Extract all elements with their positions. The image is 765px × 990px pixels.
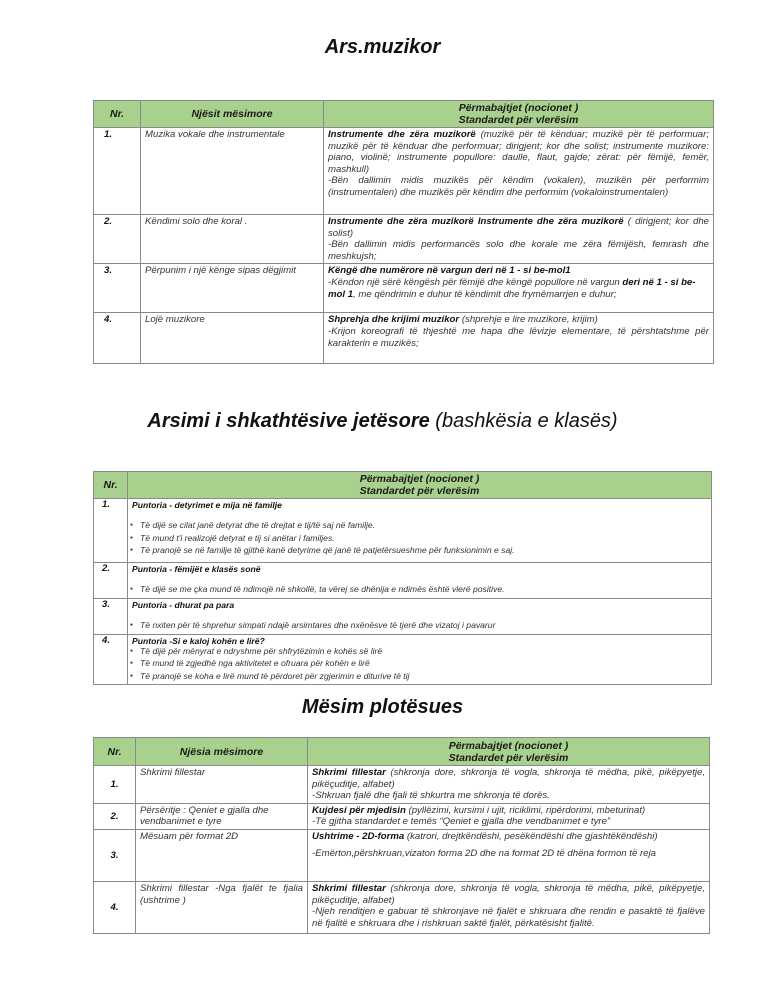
table-header-row: [94, 738, 710, 766]
unit-cell: Shkrimi fillestar: [136, 766, 308, 804]
header-nr: Nr.: [94, 738, 136, 766]
section-title-life-skills: Arsimi i shkathtësive jetësore (bashkësia e klasës): [147, 410, 618, 432]
table-row: 1. Shkrimi fillestar Shkrimi fillestar (shkronja dore, shkronja të vogla, shkronja të mëdha, pikë, pikëpyetje, pikëçuditje, alfabet) -Shkruan fjalë dhe fjali të shkurtra me shkronja të dorës.: [94, 766, 710, 804]
header-content: Përmabajtjet (nocionet ) Standardet për vlerësim: [308, 738, 710, 766]
header-nr: Nr.: [94, 472, 128, 499]
bullet-list: ● Të nxiten për të shprehur simpati ndajë arsimtares dhe nxënësve të tjerë dhe vizatoj i pavarur: [132, 620, 707, 632]
table-header-row: [94, 101, 714, 128]
content-cell: Shkrimi fillestar (shkronja dore, shkronja të vogla, shkronja të mëdha, pikë, pikëpyetje, pikëçuditje, alfabet) -Shkruan fjalë dhe fjali të shkurtra me shkronja të dorës.: [308, 766, 710, 804]
header-content: Përmabajtjet (nocionet ) Standardet për vlerësim: [128, 472, 712, 499]
table-row: 3. Mësuam për format 2D Ushtrime - 2D-forma (katrori, drejtkëndëshi, pesëkëndëshi dhe gjashtëkëndëshi) -Emërton,përshkruan,vizaton forma 2D dhe na format 2D të dhëna formon të reja: [94, 829, 710, 881]
table-row: 3. Puntoria - dhurat pa para ● Të nxiten për të shprehur simpati ndajë arsimtares dhe nxënësve të tjerë dhe vizatoj i pavarur: [94, 598, 712, 634]
bullet-list: ● Të dijë se cilat janë detyrat dhe të drejtat e tij/të saj në familje. ● Të mund t'i realizojë detyrat e tij si anëtar i familjes. ● Të pranojë se në familje të gjithë kanë detyrime që janë të patjetërsueshme për funksionimin e saj.: [132, 520, 707, 557]
table-row: 3. Përpunim i një kënge sipas dëgjimit Këngë dhe numërore në vargun deri në 1 - si be-mol1 -Këndon një sërë këngësh për fëmijë dhe këngë popullore në vargun deri në 1 - si be-mol 1, me qëndrimin e duhur të këndimit dhe frymëmarrjen e duhur;: [94, 264, 714, 313]
table-row: 4. Puntoria -Si e kaloj kohën e lirë? ● Të dijë për mënyrat e ndryshme për shfrytëzimin e kohës së lirë ● Të mund të zgjedhë nga aktivitetet e ofruara për kohën e lirë ● Të pranojë se koha e lirë mund të përdoret për zgjerimin e diturive të tij: [94, 634, 712, 685]
table-row: 4. Shkrimi fillestar -Nga fjalët te fjalia (ushtrime ) Shkrimi fillestar (shkronja dore, shkronja të vogla, shkronja të mëdha, pikë, pikëpyetje, pikëçuditje, alfabet) -Njeh renditjen e gabuar të shkronjave në fjalët e shkruara dhe rendin e pasaktë të fjalëve në fjalitë e shkruara dhe i rishkruan saktë fjalët, përkatësisht fjalitë.: [94, 881, 710, 933]
header-nr: Nr.: [94, 101, 141, 128]
table-row: 1. Puntoria - detyrimet e mija në familje ● Të dijë se cilat janë detyrat dhe të drejtat e tij/të saj në familje. ● Të mund t'i realizojë detyrat e tij si anëtar i familjes. ● Të pranojë se në familje të gjithë kanë detyrime që janë të patjetërsueshme për funksionimin e saj.: [94, 499, 712, 563]
content-cell: Shprehja dhe krijimi muzikor (shprehje e lire muzikore, krijim) -Krijon koreografi të thjeshtë me hapa dhe lëvizje elementare, të përshtatshme për karakterin e muzikës;: [324, 313, 714, 364]
unit-cell: Përpunim i një kënge sipas dëgjimit: [141, 264, 324, 313]
life-skills-table: [93, 471, 712, 685]
content-cell: Shkrimi fillestar (shkronja dore, shkronja të vogla, shkronja të mëdha, pikë, pikëpyetje, pikëçuditje, alfabet) -Njeh renditjen e gabuar të shkronjave në fjalët e shkruara dhe rendin e pasaktë të fjalëve në fjalitë e shkruara dhe i rishkruan saktë fjalët, përkatësisht fjalitë.: [308, 881, 710, 933]
content-cell: Puntoria - detyrimet e mija në familje ● Të dijë se cilat janë detyrat dhe të drejtat e tij/të saj në familje. ● Të mund t'i realizojë detyrat e tij si anëtar i familjes. ● Të pranojë se në familje të gjithë kanë detyrime që janë të patjetërsueshme për funksionimin e saj.: [128, 499, 712, 563]
header-unit: Njësit mësimore: [141, 101, 324, 128]
unit-cell: Lojë muzikore: [141, 313, 324, 364]
content-cell: Ushtrime - 2D-forma (katrori, drejtkëndëshi, pesëkëndëshi dhe gjashtëkëndëshi) -Emërton,përshkruan,vizaton forma 2D dhe na format 2D të dhëna formon të reja: [308, 829, 710, 881]
unit-cell: Përsëritje : Qeniet e gjalla dhe vendbanimet e tyre: [136, 803, 308, 829]
table-row: 4. Lojë muzikore Shprehja dhe krijimi muzikor (shprehje e lire muzikore, krijim) -Krijon koreografi të thjeshtë me hapa dhe lëvizje elementare, të përshtatshme për karakterin e muzikës;: [94, 313, 714, 364]
table-header-row: [94, 472, 712, 499]
table-row: 2. Këndimi solo dhe koral . Instrumente dhe zëra muzikorë Instrumente dhe zëra muzikorë ( dirigjent; kor dhe solist) -Bën dallimin midis performancës solo dhe korale me zëra fëmijësh, femrash dhe meshkujsh;: [94, 215, 714, 264]
content-cell: Kujdesi për mjedisin (pyllëzimi, kursimi i ujit, riciklimi, ripërdorimi, mbeturinat) -Të gjitha standardet e temës “Qeniet e gjalla dhe vendbanimet e tyre”: [308, 803, 710, 829]
table-row: 1. Muzika vokale dhe instrumentale Instrumente dhe zëra muzikorë (muzikë për të kënduar; muzikë për të performuar; muzikë për të kënduar dhe performuar; dirigjent; kor dhe solist; instrumente muzikore: piano, violinë; instrumente popullore: daulle, flaut, gajde; zërat: për fëmijë, femër, mashkull) -Bën dallimin midis muzikës për këndim (vokalen), muzikën për performim (instrumentalen) dhe muzikës për këndim dhe performim (vokaloinstrumentalen): [94, 128, 714, 215]
music-curriculum-table: [93, 100, 714, 364]
content-cell: Puntoria - fëmijët e klasës sonë ● Të dijë se me çka mund të ndimojë në shkollë, ta vërej se dhënija e ndimës është vlerë positive.: [128, 563, 712, 599]
unit-cell: Shkrimi fillestar -Nga fjalët te fjalia (ushtrime ): [136, 881, 308, 933]
content-cell: Këngë dhe numërore në vargun deri në 1 - si be-mol1 -Këndon një sërë këngësh për fëmijë dhe këngë popullore në vargun deri në 1 - si be-mol 1, me qëndrimin e duhur të këndimit dhe frymëmarrjen e duhur;: [324, 264, 714, 313]
header-content: Përmabajtjet (nocionet ) Standardet për vlerësim: [324, 101, 714, 128]
header-unit: Njësia mësimore: [136, 738, 308, 766]
content-cell: Puntoria - dhurat pa para ● Të nxiten për të shprehur simpati ndajë arsimtares dhe nxënësve të tjerë dhe vizatoj i pavarur: [128, 598, 712, 634]
unit-cell: Këndimi solo dhe koral .: [141, 215, 324, 264]
section-title-mesim-plotesues: Mësim plotësues: [301, 696, 464, 718]
content-cell: Puntoria -Si e kaloj kohën e lirë? ● Të dijë për mënyrat e ndryshme për shfrytëzimin e kohës së lirë ● Të mund të zgjedhë nga aktivitetet e ofruara për kohën e lirë ● Të pranojë se koha e lirë mund të përdoret për zgjerimin e diturive të tij: [128, 634, 712, 685]
content-cell: Instrumente dhe zëra muzikorë (muzikë për të kënduar; muzikë për të performuar; muzikë për të kënduar dhe performuar; dirigjent; kor dhe solist; instrumente muzikore: piano, violinë; instrumente popullore: daulle, flaut, gajde; zërat: për fëmijë, femër, mashkull) -Bën dallimin midis muzikës për këndim (vokalen), muzikën për performim (instrumentalen) dhe muzikës për këndim dhe performim (vokaloinstrumentalen): [324, 128, 714, 215]
section-title-ars-muzikor: Ars.muzikor: [324, 36, 441, 58]
content-cell: Instrumente dhe zëra muzikorë Instrumente dhe zëra muzikorë ( dirigjent; kor dhe solist) -Bën dallimin midis performancës solo dhe korale me zëra fëmijësh, femrash dhe meshkujsh;: [324, 215, 714, 264]
unit-cell: Muzika vokale dhe instrumentale: [141, 128, 324, 215]
supplementary-lessons-table: [93, 737, 710, 934]
table-row: 2. Përsëritje : Qeniet e gjalla dhe vendbanimet e tyre Kujdesi për mjedisin (pyllëzimi, kursimi i ujit, riciklimi, ripërdorimi, mbeturinat) -Të gjitha standardet e temës “Qeniet e gjalla dhe vendbanimet e tyre”: [94, 803, 710, 829]
table-row: 2. Puntoria - fëmijët e klasës sonë ● Të dijë se me çka mund të ndimojë në shkollë, ta vërej se dhënija e ndimës është vlerë positive.: [94, 563, 712, 599]
unit-cell: Mësuam për format 2D: [136, 829, 308, 881]
bullet-list: ● Të dijë për mënyrat e ndryshme për shfrytëzimin e kohës së lirë ● Të mund të zgjedhë nga aktivitetet e ofruara për kohën e lirë ● Të pranojë se koha e lirë mund të përdoret për zgjerimin e diturive të tij: [132, 646, 707, 683]
bullet-list: ● Të dijë se me çka mund të ndimojë në shkollë, ta vërej se dhënija e ndimës është vlerë positive.: [132, 584, 707, 596]
